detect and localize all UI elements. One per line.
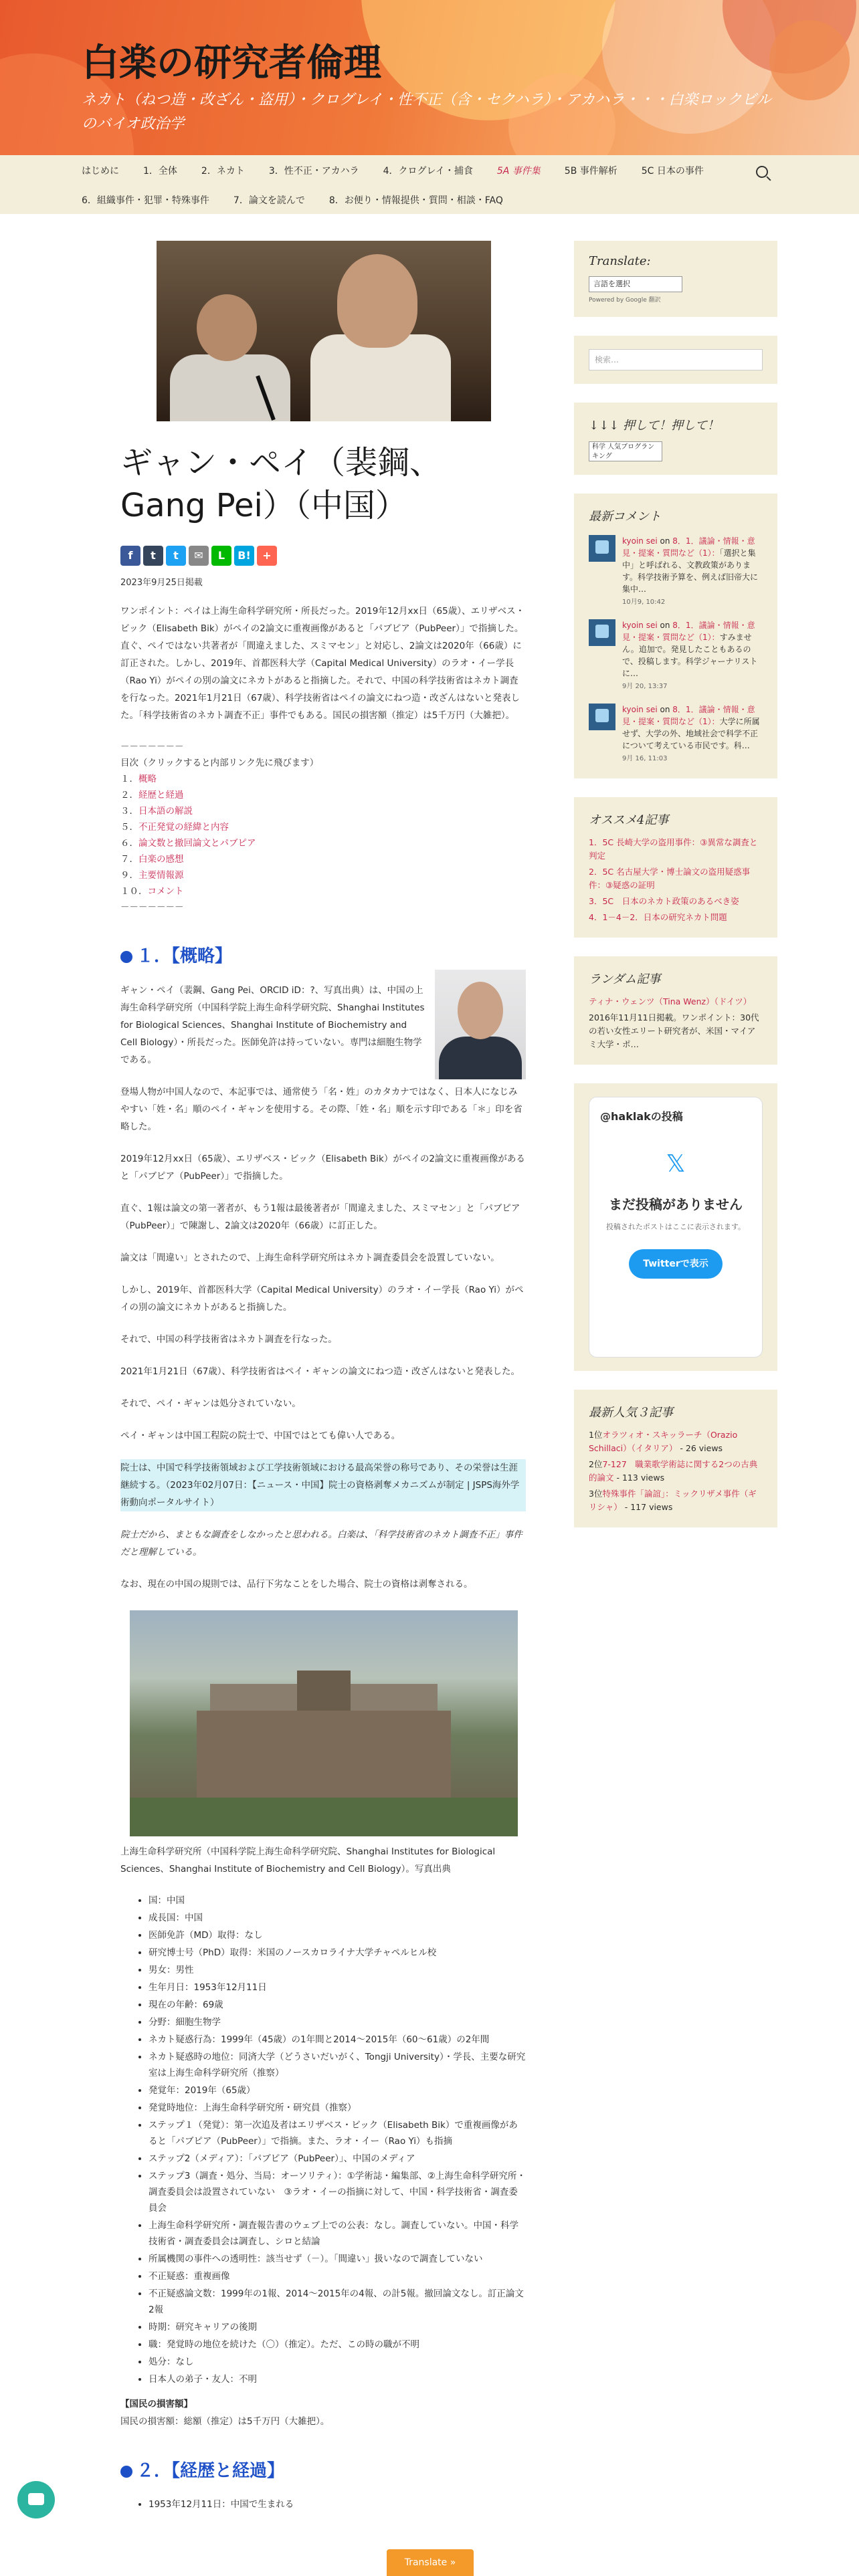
photo-caption: 上海生命科学研究所（中国科学院上海生命科学研究院、Shanghai Institutes for Biological Sciences、Shanghai Institute of Biochemistry and Cell Biology）。写真出典 (120, 1846, 496, 1874)
list-item: • 不正疑惑論文数：1999年の1報、2014〜2015年の4報、の計5報。撤回論文なし。訂正論文2報 (149, 2286, 526, 2318)
recommend-item (589, 895, 763, 908)
list-item: • 時期：研究キャリアの後期 (149, 2319, 526, 2335)
comment-on: on (660, 536, 670, 546)
recommend-list (589, 836, 763, 924)
translate-bar-button[interactable]: Translate » (387, 2549, 474, 2576)
comment-text (622, 619, 763, 693)
toc-item (120, 819, 526, 835)
list-item: • 国：中国 (149, 1893, 526, 1909)
list-item: • ステップ１（発覚）：第一次追及者はエリザベス・ビック（Elisabeth Bik）で重複画像があると「パブピア（PubPeer）」で指摘。また、ラオ・イー（Rao Yi）も指摘 (149, 2117, 526, 2149)
twitter-handle: @haklakの投稿 (600, 1110, 683, 1123)
list-item: • 日本人の弟子・友人：不明 (149, 2371, 526, 2387)
toc-link[interactable]: 日本語の解説 (138, 806, 193, 817)
post-title: ギャン・ペイ（裴鋼、Gang Pei）（中国） (120, 444, 442, 524)
list-item: • 男女：男性 (149, 1962, 526, 1978)
avatar (589, 535, 615, 562)
nav-item[interactable]: 3．性不正・アカハラ (268, 166, 359, 177)
list-item: • ステップ2（メディア）：「パブピア（PubPeer）」、中国のメディア (149, 2151, 526, 2167)
widget-title: 最新コメント (589, 510, 661, 524)
list-item: • 生年月日：1953年12月11日 (149, 1979, 526, 1996)
comment-author[interactable]: kyoin sei (622, 705, 658, 714)
widget-title: 最新人気３記事 (589, 1406, 673, 1420)
popular-link[interactable]: 7-127 職業歌学術誌に関する2つの古典的論文 (589, 1459, 758, 1483)
ranking-widget (574, 403, 777, 475)
toc-item (120, 851, 526, 867)
toc-link[interactable]: 白楽の感想 (138, 854, 184, 865)
toc-number: ７． (120, 854, 138, 865)
list-item: • 職：発覚時の地位を続けた（〇）（推定）。ただ、この時の職が不明 (149, 2337, 526, 2353)
paragraph: ペイ・ギャンは中国工程院の院士で、中国ではとても偉い人である。 (120, 1430, 401, 1441)
share-button[interactable]: t (143, 546, 163, 566)
recommend-item (589, 911, 763, 924)
toc-item (120, 771, 526, 787)
site-description: ネカト（ねつ造・改ざん・盗用）・クログレイ・性不正（含・セクハラ）・アカハラ・・・白楽ロックビルのバイオ政治学 (82, 92, 771, 132)
list-item: • 上海生命科学研究所・調査報告書のウェブ上での公表：なし。調査していない。中国・科学技術省・調査委員会は調査し、シロと結論 (149, 2218, 526, 2250)
list-item: • 分野：細胞生物学 (149, 2014, 526, 2030)
list-item: • 所属機関の事件への透明性：該当せず（－）。「間違い」扱いなので調査していない (149, 2251, 526, 2267)
paragraph: 2021年1月21日（67歳）、科学技術省はペイ・ギャンの論文にねつ造・改ざんはないと発表した。 (120, 1366, 520, 1377)
chat-button[interactable] (17, 2481, 55, 2518)
language-select[interactable]: 言語を選択 (589, 276, 682, 292)
highlighted-paragraph: 院士は、中国で科学技術領域および工学技術領域における最高栄誉の称号であり、その栄誉は生涯継続する。（2023年02月07日：【ニュース・中国】院士の資格剥奪メカニズムが制定 | JSPS海外学術動向ポータルサイト） (120, 1459, 526, 1511)
nav-item[interactable]: 6．組織事件・犯罪・特殊事件 (82, 195, 209, 206)
comment-post-link[interactable]: 8．1．議論・情報・意見・提案・質問など（1）： (622, 536, 755, 558)
site-header (0, 0, 859, 155)
widget-title: ↓↓↓ 押して！押して！ (589, 419, 719, 433)
comment-time: 9月 16, 11:03 (622, 755, 668, 762)
toc-link[interactable]: コメント (147, 886, 184, 897)
comment-author[interactable]: kyoin sei (622, 536, 658, 546)
toc-number: ５． (120, 822, 138, 833)
share-buttons (120, 546, 526, 566)
list-item: • ネカト疑惑時の地位：同済大学（どうさいだいがく、Tongji University）・学長、主要な研究室は上海生命科学研究所（推察） (149, 2049, 526, 2081)
paragraph: ギャン・ペイ（裴鋼、Gang Pei、ORCID iD：?、写真出典）は、中国の上海生命科学研究所（中国科学院上海生命科学研究院、Shanghai Institutes for Biological Sciences、Shanghai Institute of Biochemistry and Cell Biology）・所長だった。医師免許は持っていない。専門は細胞生物学である。 (120, 985, 425, 1065)
twitter-empty-sub: 投稿されたポストはここに表示されます。 (605, 1222, 746, 1231)
toc-number: ６． (120, 838, 138, 849)
list-item: • 不正疑惑：重複画像 (149, 2268, 526, 2284)
toc-number: ９． (120, 870, 138, 881)
toc-list (120, 771, 526, 899)
comment-excerpt: すみません。追加で。発見したこともあるので、投稿します。科学ジャーナリストに… (622, 633, 758, 678)
comment-text (622, 704, 763, 765)
popular-rank: 1位 (589, 1430, 603, 1440)
popular-views: - 117 views (624, 1502, 673, 1512)
twitter-widget (574, 1083, 777, 1371)
nav-item[interactable]: 5C 日本の事件 (641, 166, 704, 177)
share-button[interactable]: + (257, 546, 277, 566)
damage-label: 【国民の損害額】 (120, 2399, 193, 2409)
list-item: • 1953年12月11日：中国で生まれる (149, 2496, 526, 2512)
nav-row-2 (82, 186, 777, 215)
sidebar-search-input[interactable]: 検索… (589, 349, 763, 370)
comment-item (589, 619, 763, 693)
history-list (120, 2496, 526, 2512)
recommend-widget (574, 797, 777, 938)
toc-number: ３． (120, 806, 138, 817)
main-nav (0, 155, 859, 214)
twitter-embed (589, 1097, 763, 1358)
nav-item[interactable]: 8．お便り・情報提供・質問・相談・FAQ (328, 195, 503, 206)
comment-text (622, 535, 763, 609)
twitter-empty-message: まだ投稿がありません (609, 1196, 743, 1212)
toc-intro: 目次（クリックすると内部リンク先に飛びます） (120, 758, 319, 768)
recommend-item (589, 836, 763, 863)
toc-item (120, 867, 526, 883)
paragraph: 直ぐ、1報は論文の第一著者が、もう1報は最後著者が「間違えました、スミマセン」と「パブピア（PubPeer）」で陳謝し、2論文は2020年（66歳）に訂正した。 (120, 1203, 520, 1231)
comment-post-link[interactable]: 8．1．議論・情報・意見・提案・質問など（1）： (622, 705, 755, 726)
toc-item (120, 883, 526, 899)
translate-widget (574, 241, 777, 317)
popular-link[interactable]: オラツィオ・スキッラーチ（Orazio Schillaci）（イタリア） (589, 1430, 738, 1453)
comment-author[interactable]: kyoin sei (622, 621, 658, 630)
damage-text: 国民の損害額：総額（推定）は5千万円（大雑把）。 (120, 2416, 330, 2427)
comment-post-link[interactable]: 8．1．議論・情報・意見・提案・質問など（1）： (622, 621, 755, 642)
popular-views: - 113 views (616, 1473, 665, 1483)
site-title[interactable]: 白楽の研究者倫理 (82, 41, 381, 85)
toc-item (120, 803, 526, 819)
paragraph: 院士だから、まともな調査をしなかったと思われる。白楽は、「科学技術省のネカト調査不正」事件だと理解している。 (120, 1529, 522, 1558)
comment-on: on (660, 705, 670, 714)
portrait-photo (435, 970, 526, 1079)
nav-item[interactable]: 5B 事件解析 (564, 166, 617, 177)
paragraph: 登場人物が中国人なので、本記事では、通常使う「名・姓」のカタカナではなく、日本人になじみやすい「姓・名」順のペイ・ギャンを使用する。その際、「姓・名」順を示す印である「＊」印を省略した。 (120, 1087, 522, 1132)
nav-item[interactable]: 2．ネカト (201, 166, 245, 177)
recommend-link[interactable]: 4．1－4－2．日本の研究ネカト問題 (589, 912, 727, 922)
paragraph: なお、現在の中国の規則では、品行下劣なことをした場合、院士の資格は剥奪される。 (120, 1579, 473, 1590)
summary: ワンポイント：ペイは上海生命科学研究所・所長だった。2019年12月xx日（65歳）、エリザベス・ビック（Elisabeth Bik）がペイの2論文に重複画像があると「パブピア（PubPeer）」で指摘した。直ぐ、ペイではない共著者が「間違えました、スミマセン」と対応し、2論文は2020年（66歳）に訂正された。しかし、2019年、首都医科大学（Capital Medical University）のラオ・イー学長（Rao Yi）がペイの別の論文にネカトがあると指摘した。それで、中国の科学技術省はネカト調査を行なった。2021年1月21日（67歳）、科学技術省はペイの論文にねつ造・改ざんはないと発表した。「科学技術省のネカト調査不正」事件でもある。国民の損害額（推定）は5千万円（大雑把）。 (120, 606, 525, 721)
popular-rank: 2位 (589, 1459, 603, 1469)
comment-time: 10月9, 10:42 (622, 599, 666, 606)
random-post-excerpt: 2016年11月11日掲載。ワンポイント：30代の若い女性エリート研究者が、米国・マイアミ大学・ポ… (589, 1012, 759, 1049)
widget-title: Translate: (589, 254, 651, 268)
nav-item[interactable]: 1．全体 (143, 166, 177, 177)
list-item: • 現在の年齢：69歳 (149, 1997, 526, 2013)
nav-row-1 (82, 155, 777, 186)
comment-time: 9月 20, 13:37 (622, 683, 668, 690)
popular-rank: 3位 (589, 1489, 603, 1499)
recommend-link[interactable]: 2．5C 名古屋大学・博士論文の盗用疑惑事件：③疑惑の証明 (589, 867, 751, 890)
toc-number: ２． (120, 790, 138, 800)
recommend-link[interactable]: 1．5C 長崎大学の盗用事件：③異常な調査と判定 (589, 837, 758, 861)
toc-divider-end: －－－－－－－ (120, 902, 184, 913)
random-post-link[interactable]: ティナ・ウェンツ（Tina Wenz）（ドイツ） (589, 996, 752, 1006)
search-icon[interactable] (756, 166, 768, 178)
toc-divider: －－－－－－－ (120, 742, 184, 752)
list-item: • 成長国：中国 (149, 1910, 526, 1926)
widget-title: ランダム記事 (589, 972, 661, 986)
share-button[interactable]: B! (234, 546, 254, 566)
list-item: • 研究博士号（PhD）取得：米国のノースカロライナ大学チャペルヒル校 (149, 1945, 526, 1961)
popular-item (589, 1428, 763, 1455)
ranking-banner[interactable]: 科学 人気ブログランキング (589, 441, 662, 461)
section-heading-1: １．【概略】 (120, 942, 526, 967)
widget-title: オススメ4記事 (589, 813, 669, 827)
post-content (120, 241, 526, 2514)
paragraph: それで、ペイ・ギャンは処分されていない。 (120, 1398, 301, 1409)
toc-number: １０． (120, 886, 148, 897)
sidebar (574, 241, 777, 1546)
toc-link[interactable]: 論文数と撤回論文とパブピア (138, 838, 256, 849)
list-item: • ステップ3（調査・処分、当局：オーソリティ）：①学術誌・編集部、②上海生命科学研究所・調査委員会は設置されていない ③ラオ・イーの指摘に対して、中国・科学技術省・調査委員会 (149, 2168, 526, 2216)
popular-link[interactable]: 特殊事件「論誼」：ミックリザメ事件（ギリシャ） (589, 1489, 757, 1512)
list-item: • 処分：なし (149, 2354, 526, 2370)
comment-excerpt: 大学に所属せず、大学の外、地域社会で科学不正について考えている市民です。科… (622, 717, 760, 750)
popular-views: - 26 views (680, 1443, 723, 1453)
nav-item[interactable]: 4．クログレイ・捕食 (383, 166, 473, 177)
comments-list (589, 535, 763, 765)
list-item: • 発覚時地位：上海生命科学研究所・研究員（推察） (149, 2100, 526, 2116)
toc-link[interactable]: 不正発覚の経緯と内容 (138, 822, 229, 833)
share-button[interactable]: f (120, 546, 140, 566)
comment-item (589, 535, 763, 609)
toc-item (120, 787, 526, 803)
post-date: 2023年9月25日掲載 (120, 578, 203, 588)
share-button[interactable]: ✉ (189, 546, 209, 566)
list-item: • ネカト疑惑行為：1999年（45歳）の1年間と2014〜2015年（60〜61歳）の2年間 (149, 2032, 526, 2048)
nav-item[interactable]: 5A 事件集 (496, 166, 541, 177)
popular-widget (574, 1390, 777, 1527)
toc-link[interactable]: 経歴と経過 (138, 790, 184, 800)
avatar (589, 619, 615, 646)
recommend-link[interactable]: 3．5C 日本のネカト政策のあるべき姿 (589, 896, 739, 906)
powered-by: Powered by Google 翻訳 (589, 297, 661, 304)
popular-list (589, 1428, 763, 1514)
list-item: • 発覚年：2019年（65歳） (149, 2082, 526, 2099)
popular-item (589, 1487, 763, 1514)
search-widget (574, 336, 777, 384)
view-on-twitter-button[interactable]: Twitterで表示 (629, 1249, 723, 1279)
paragraph: しかし、2019年、首都医科大学（Capital Medical University）のラオ・イー学長（Rao Yi）がペイの別の論文にネカトがあると指摘した。 (120, 1285, 524, 1313)
paragraph: 2019年12月xx日（65歳）、エリザベス・ビック（Elisabeth Bik）がペイの2論文に重複画像があると「パブピア（PubPeer）」で指摘した。 (120, 1154, 525, 1182)
popular-item (589, 1458, 763, 1485)
avatar (589, 704, 615, 730)
toc-link[interactable]: 概略 (138, 774, 157, 784)
share-button[interactable]: t (166, 546, 186, 566)
hero-image (157, 241, 491, 421)
x-logo-icon: 𝕏 (666, 1150, 686, 1178)
comment-item (589, 704, 763, 765)
table-of-contents (120, 739, 526, 916)
toc-number: １． (120, 774, 138, 784)
institute-photo (130, 1610, 518, 1836)
recommend-item (589, 865, 763, 892)
nav-item[interactable]: はじめに (82, 166, 119, 177)
nav-item[interactable]: 7．論文を読んで (233, 195, 305, 206)
share-button[interactable]: L (211, 546, 231, 566)
facts-list (120, 1893, 526, 2387)
paragraph: それで、中国の科学技術省はネカト調査を行なった。 (120, 1334, 337, 1345)
list-item: • 医師免許（MD）取得：なし (149, 1927, 526, 1943)
toc-item (120, 835, 526, 851)
paragraph: 論文は「間違い」とされたので、上海生命科学研究所はネカト調査委員会を設置していない。 (120, 1253, 500, 1263)
section-heading-2: ２．【経歴と経過】 (120, 2457, 526, 2482)
recent-comments-widget (574, 494, 777, 778)
comment-on: on (660, 621, 670, 630)
random-widget (574, 956, 777, 1065)
comment-excerpt: 「選択と集中」と呼ばれる、文教政策があります。科学技術予算を、例えば旧帝大に集中… (622, 548, 759, 594)
toc-link[interactable]: 主要情報源 (138, 870, 184, 881)
